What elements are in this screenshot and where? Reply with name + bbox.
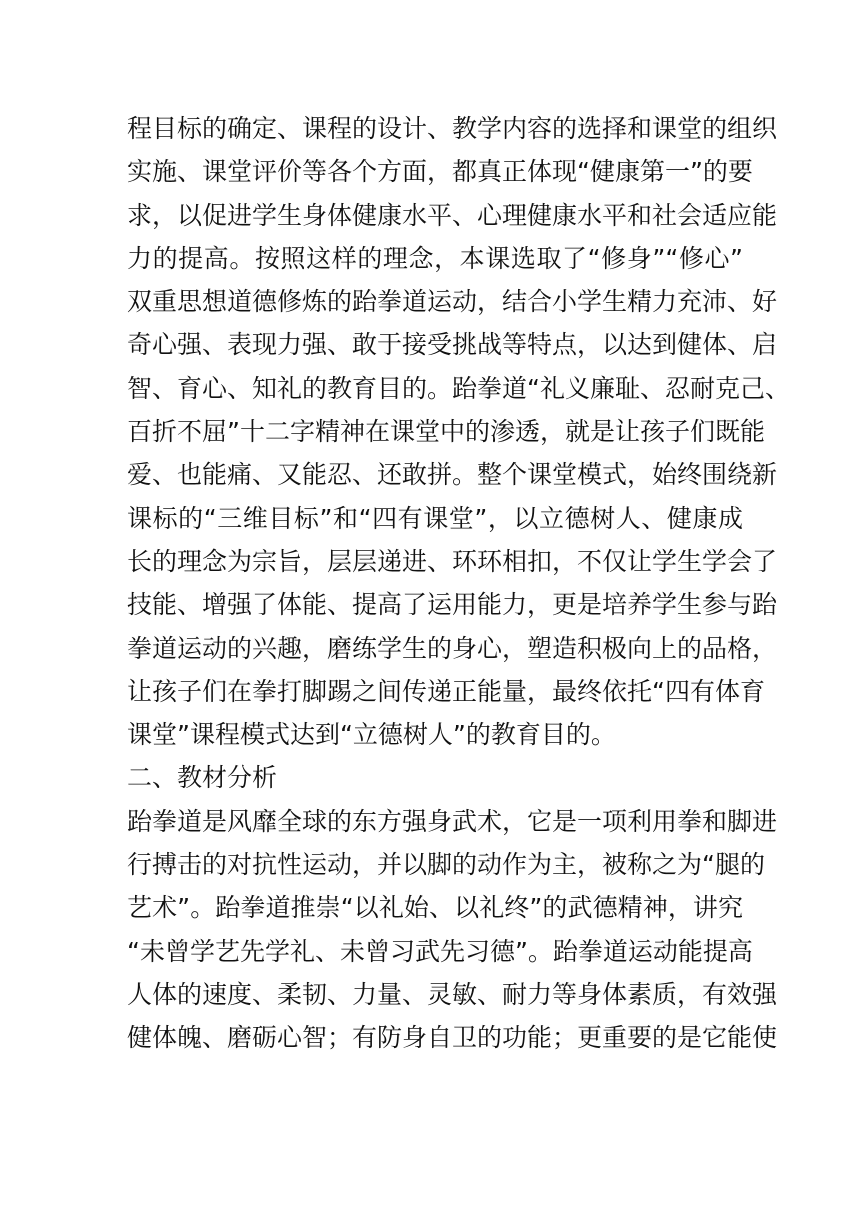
text-line: 拳道运动的兴趣，磨练学生的身心，塑造积极向上的品格， <box>127 633 778 663</box>
text-line: 技能、增强了体能、提高了运用能力，更是培养学生参与跆 <box>127 590 778 620</box>
text-line: 长的理念为宗旨，层层递进、环环相扣，不仅让学生学会了 <box>127 546 778 576</box>
text-line: 程目标的确定、课程的设计、教学内容的选择和课堂的组织 <box>127 114 778 143</box>
text-line: 爱、也能痛、又能忍、还敢拼。整个课堂模式，始终围绕新 <box>127 460 778 490</box>
paragraph-material-analysis <box>127 800 778 1060</box>
text-line: 百折不屈”十二字精神在课堂中的渗透，就是让孩子们既能 <box>127 417 765 447</box>
paragraph-course-philosophy <box>127 107 790 756</box>
text-line: 人体的速度、柔韧、力量、灵敏、耐力等身体素质，有效强 <box>127 979 778 1009</box>
text-line: 健体魄、磨砺心智；有防身自卫的功能；更重要的是它能使 <box>127 1023 778 1053</box>
text-line: 行搏击的对抗性运动，并以脚的动作为主，被称之为“腿的 <box>127 850 765 880</box>
text-line: 实施、课堂评价等各个方面，都真正体现“健康第一”的要 <box>127 157 753 187</box>
text-line: 课标的“三维目标”和“四有课堂”，以立德树人、健康成 <box>127 503 743 533</box>
text-line: “未曾学艺先学礼、未曾习武先习德”。跆拳道运动能提高 <box>127 936 753 966</box>
document-page <box>127 107 790 1060</box>
text-line: 求，以促进学生身体健康水平、心理健康水平和社会适应能 <box>127 200 778 230</box>
text-line: 力的提高。按照这样的理念，本课选取了“修身”“修心” <box>127 243 743 273</box>
text-line: 双重思想道德修炼的跆拳道运动，结合小学生精力充沛、好 <box>127 287 778 317</box>
text-line: 智、育心、知礼的教育目的。跆拳道“礼义廉耻、忍耐克己、 <box>127 373 790 403</box>
text-line: 课堂”课程模式达到“立德树人”的教育目的。 <box>127 720 616 750</box>
text-line: 艺术”。跆拳道推崇“以礼始、以礼终”的武德精神，讲究 <box>127 893 743 923</box>
text-line: 奇心强、表现力强、敢于接受挑战等特点，以达到健体、启 <box>127 330 778 360</box>
text-line: 让孩子们在拳打脚踢之间传递正能量，最终依托“四有体育 <box>127 676 765 706</box>
section-heading: 二、教材分析 <box>127 763 278 793</box>
text-line: 跆拳道是风靡全球的东方强身武术，它是一项利用拳和脚进 <box>127 806 778 836</box>
